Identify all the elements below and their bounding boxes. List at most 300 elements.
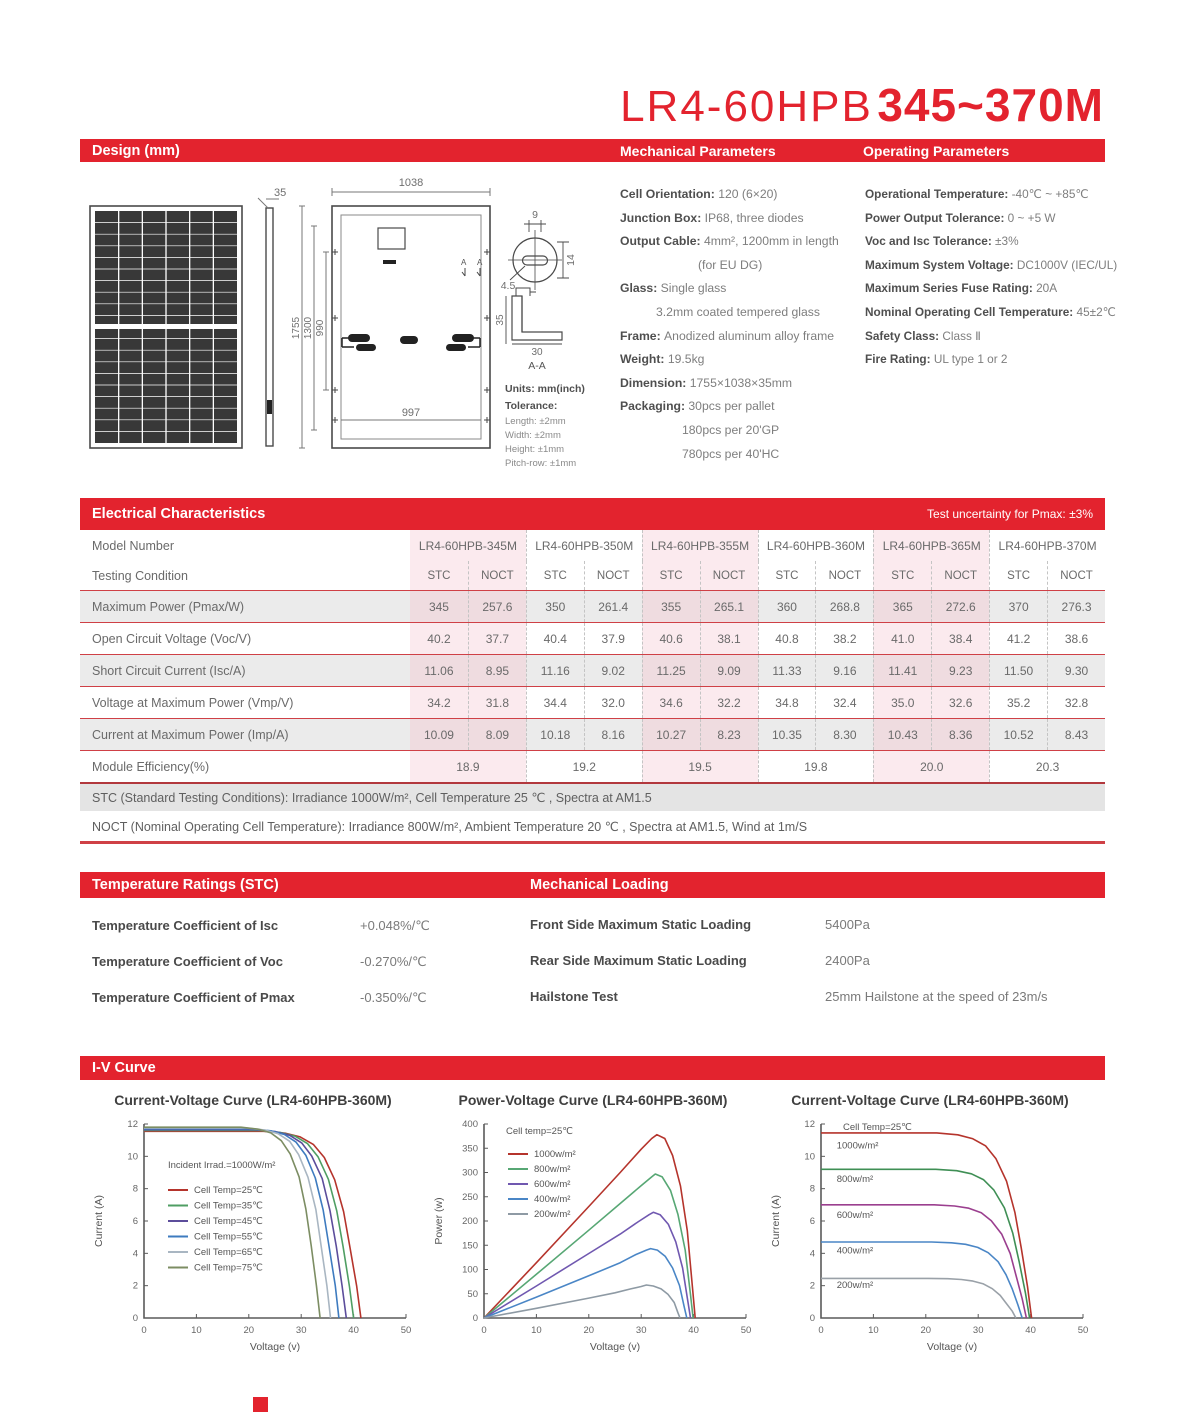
value-cell: 34.8: [758, 687, 816, 718]
spec-value: 2400Pa: [825, 953, 870, 968]
spec-row: [530, 953, 870, 968]
value-cell: 345: [410, 591, 468, 622]
dim-rear-top: 1038: [398, 177, 424, 189]
spec-row: [92, 954, 427, 969]
svg-text:30: 30: [635, 1325, 647, 1336]
value-cell: 32.8: [1047, 687, 1105, 718]
spec-row: [92, 918, 430, 933]
spec-value: 25mm Hailstone at the speed of 23m/s: [825, 989, 1048, 1004]
condition-cell: STC: [758, 561, 816, 590]
value-cell: 257.6: [468, 591, 526, 622]
design-header: Design (mm): [92, 142, 180, 159]
table-row: [80, 655, 1105, 687]
model-name-cell: LR4-60HPB-360M: [758, 530, 874, 561]
value-cell: 11.33: [758, 655, 816, 686]
param-line: [620, 348, 865, 372]
tolerance-length: Length: ±2mm: [505, 416, 566, 427]
value-cell: 8.16: [584, 719, 642, 750]
model-number-label: Model Number: [92, 538, 174, 553]
value-cell: 8.23: [700, 719, 758, 750]
dim-hole-left: 4.5: [500, 280, 516, 292]
param-label: Junction Box:: [620, 210, 705, 225]
param-line: [620, 419, 865, 443]
value-cell: 35.0: [873, 687, 931, 718]
param-label: Maximum System Voltage:: [865, 257, 1017, 272]
param-label: Maximum Series Fuse Rating:: [865, 281, 1037, 296]
svg-text:100: 100: [462, 1264, 478, 1276]
param-label: Dimension:: [620, 375, 690, 390]
svg-text:1000w/m²: 1000w/m²: [534, 1149, 576, 1160]
value-cell: 8.95: [468, 655, 526, 686]
svg-text:4: 4: [132, 1248, 138, 1260]
value-cell: 32.4: [815, 687, 873, 718]
param-label: Safety Class:: [865, 328, 943, 343]
spec-label: Rear Side Maximum Static Loading: [530, 953, 747, 968]
param-line: [620, 254, 865, 278]
svg-text:400w/m²: 400w/m²: [836, 1245, 874, 1257]
svg-text:20: 20: [243, 1325, 255, 1336]
svg-text:Voltage (v): Voltage (v): [926, 1341, 978, 1353]
param-value: 780pcs per 40'HC: [682, 446, 780, 461]
param-label: Nominal Operating Cell Temperature:: [865, 304, 1077, 319]
value-cell: 40.4: [526, 623, 584, 654]
svg-text:40: 40: [348, 1325, 359, 1336]
condition-cell: NOCT: [815, 561, 873, 590]
dim-side-width: 35: [274, 187, 287, 199]
param-value: 4mm², 1200mm in length: [703, 234, 839, 249]
value-cell: 10.52: [989, 719, 1047, 750]
condition-cell: NOCT: [700, 561, 758, 590]
param-label: Weight:: [620, 352, 668, 367]
section-mark-a1: A: [461, 258, 467, 267]
param-line: [865, 183, 1110, 207]
svg-text:20: 20: [583, 1325, 595, 1336]
chart-plot: [765, 1110, 1095, 1360]
value-cell: 11.06: [410, 655, 468, 686]
svg-text:600w/m²: 600w/m²: [836, 1209, 874, 1221]
model-name-cell: LR4-60HPB-370M: [989, 530, 1105, 561]
svg-text:0: 0: [132, 1313, 138, 1324]
iv-irradiance-chart: [765, 1092, 1095, 1360]
condition-cell: NOCT: [584, 561, 642, 590]
pv-irradiance-chart: [428, 1092, 758, 1360]
svg-text:40: 40: [1025, 1325, 1036, 1336]
tolerance-width: Width: ±2mm: [505, 430, 561, 441]
param-value: (for EU DG): [698, 257, 763, 272]
electrical-header: Electrical Characteristics: [92, 506, 266, 522]
section-bar-electrical: [80, 498, 1105, 530]
section-mark-a2: A: [477, 258, 483, 267]
param-label: Voc and Isc Tolerance:: [865, 234, 996, 249]
chart-canvas: [428, 1110, 758, 1355]
chart-canvas: [88, 1110, 418, 1355]
table-row-conditions: [80, 561, 1105, 591]
series-400w/m²: [484, 1249, 687, 1318]
spec-row: [92, 990, 427, 1005]
svg-text:Cell Temp=75℃: Cell Temp=75℃: [194, 1262, 263, 1274]
series-600w/m²: [821, 1205, 1026, 1318]
value-cell: 11.25: [642, 655, 700, 686]
tolerance-height: Height: ±1mm: [505, 444, 565, 455]
param-label: Frame:: [620, 328, 665, 343]
param-label: Operational Temperature:: [865, 187, 1012, 201]
value-cell: 32.6: [931, 687, 989, 718]
param-label: Cell Orientation:: [620, 187, 719, 201]
chart-title: Current-Voltage Curve (LR4-60HPB-360M): [114, 1092, 392, 1108]
mechanical-parameters-list: [620, 183, 865, 466]
svg-text:Voltage (v): Voltage (v): [249, 1341, 301, 1353]
svg-text:8: 8: [132, 1183, 138, 1195]
param-value: Single glass: [660, 281, 727, 296]
svg-text:300: 300: [462, 1167, 478, 1179]
chart-canvas: [765, 1110, 1095, 1355]
svg-text:2: 2: [809, 1280, 815, 1292]
spec-row: [530, 917, 870, 932]
svg-text:0: 0: [472, 1313, 478, 1324]
value-cell: 32.0: [584, 687, 642, 718]
dim-height-outer: 1755: [291, 316, 302, 340]
value-cell: 34.4: [526, 687, 584, 718]
testing-condition-label: Testing Condition: [92, 568, 188, 583]
dim-section-width: 30: [531, 347, 543, 358]
svg-text:20: 20: [920, 1325, 932, 1336]
value-cell: 8.36: [931, 719, 989, 750]
spec-value: -0.350%/℃: [360, 990, 427, 1005]
section-bar-iv-curve: [80, 1056, 1105, 1080]
value-cell: 10.09: [410, 719, 468, 750]
svg-text:200w/m²: 200w/m²: [836, 1280, 874, 1292]
loading-header: Mechanical Loading: [530, 877, 669, 893]
param-value: IP68, three diodes: [704, 210, 804, 225]
svg-text:400: 400: [462, 1119, 478, 1130]
value-cell: 365: [873, 591, 931, 622]
param-value: -40℃ ~ +85℃: [1011, 187, 1089, 201]
tolerance-pitch: Pitch-row: ±1mm: [505, 458, 577, 469]
value-cell: 32.2: [700, 687, 758, 718]
param-line: [620, 372, 865, 396]
row-label: Maximum Power (Pmax/W): [92, 599, 245, 614]
value-cell: 41.0: [873, 623, 931, 654]
spec-value: -0.270%/℃: [360, 954, 427, 969]
param-value: 3.2mm coated tempered glass: [656, 304, 820, 319]
svg-text:250: 250: [462, 1191, 478, 1203]
value-cell: 261.4: [584, 591, 642, 622]
param-line: [865, 348, 1110, 372]
spec-label: Hailstone Test: [530, 989, 618, 1004]
operating-parameters-list: [865, 183, 1118, 372]
section-profile: [506, 288, 562, 344]
dim-hole-right: 14: [565, 254, 577, 266]
table-row: [80, 719, 1105, 751]
param-line: [620, 325, 865, 349]
value-cell: 38.1: [700, 623, 758, 654]
value-cell: 10.27: [642, 719, 700, 750]
svg-text:800w/m²: 800w/m²: [534, 1164, 571, 1175]
table-row-models: [80, 530, 1105, 561]
uncertainty-note: Test uncertainty for Pmax: ±3%: [927, 507, 1093, 521]
param-value: 19.5kg: [667, 352, 705, 367]
efficiency-cell: 20.0: [873, 751, 989, 782]
svg-text:1000w/m²: 1000w/m²: [836, 1140, 879, 1152]
model-name-cell: LR4-60HPB-350M: [526, 530, 642, 561]
svg-text:350: 350: [462, 1143, 478, 1155]
electrical-table: [80, 530, 1105, 844]
svg-text:10: 10: [868, 1325, 879, 1336]
value-cell: 350: [526, 591, 584, 622]
value-cell: 35.2: [989, 687, 1047, 718]
param-line: [620, 443, 865, 467]
svg-text:Cell Temp=65℃: Cell Temp=65℃: [194, 1247, 263, 1258]
design-diagram: [80, 168, 615, 490]
model-name-cell: LR4-60HPB-365M: [873, 530, 989, 561]
svg-text:0: 0: [809, 1313, 815, 1324]
dim-section-height: 35: [495, 314, 506, 326]
value-cell: 38.4: [931, 623, 989, 654]
svg-text:6: 6: [809, 1216, 815, 1227]
spec-value: 5400Pa: [825, 917, 870, 932]
table-row: [80, 591, 1105, 623]
efficiency-cell: 18.9: [410, 751, 526, 782]
value-cell: 38.2: [815, 623, 873, 654]
iv-temperature-chart: [88, 1092, 418, 1360]
svg-text:Cell Temp=45℃: Cell Temp=45℃: [194, 1216, 263, 1227]
value-cell: 11.50: [989, 655, 1047, 686]
value-cell: 272.6: [931, 591, 989, 622]
value-cell: 9.09: [700, 655, 758, 686]
svg-text:Current (A): Current (A): [93, 1195, 105, 1247]
value-cell: 9.16: [815, 655, 873, 686]
param-value: ±3%: [995, 234, 1019, 249]
value-cell: 276.3: [1047, 591, 1105, 622]
param-label: Packaging:: [620, 399, 689, 414]
dim-height-mid: 1300: [303, 316, 314, 340]
svg-text:Power (w): Power (w): [433, 1197, 445, 1245]
condition-cell: STC: [410, 561, 468, 590]
section-caption: A-A: [528, 360, 546, 372]
efficiency-cell: 19.2: [526, 751, 642, 782]
svg-text:Cell Temp=55℃: Cell Temp=55℃: [194, 1231, 263, 1243]
spec-label: Temperature Coefficient of Voc: [92, 954, 283, 969]
value-cell: 40.6: [642, 623, 700, 654]
param-line: [620, 395, 865, 419]
svg-text:600w/m²: 600w/m²: [534, 1179, 571, 1190]
value-cell: 268.8: [815, 591, 873, 622]
param-line: [620, 183, 865, 207]
param-value: 20A: [1036, 281, 1058, 296]
svg-text:40: 40: [688, 1325, 699, 1336]
svg-text:0: 0: [141, 1325, 147, 1336]
model-name-cell: LR4-60HPB-345M: [410, 530, 526, 561]
value-cell: 41.2: [989, 623, 1047, 654]
param-value: Anodized aluminum alloy frame: [664, 328, 835, 343]
value-cell: 34.2: [410, 687, 468, 718]
condition-cell: STC: [989, 561, 1047, 590]
param-label: Output Cable:: [620, 234, 704, 249]
rear-label-mark: [383, 260, 396, 264]
efficiency-cell: 20.3: [989, 751, 1105, 782]
value-cell: 265.1: [700, 591, 758, 622]
param-line: [865, 230, 1110, 254]
svg-text:Cell temp=25℃: Cell temp=25℃: [506, 1126, 573, 1137]
svg-text:10: 10: [191, 1325, 202, 1336]
svg-text:50: 50: [400, 1325, 412, 1336]
svg-text:Current (A): Current (A): [770, 1195, 782, 1247]
svg-text:150: 150: [462, 1240, 478, 1252]
title-power-range: 345~370M: [877, 79, 1104, 131]
chart-plot: [428, 1110, 758, 1360]
value-cell: 34.6: [642, 687, 700, 718]
param-line: [620, 230, 865, 254]
series-600w/m²: [484, 1212, 691, 1318]
efficiency-cell: 19.8: [758, 751, 874, 782]
units-note: Units: mm(inch): [505, 383, 585, 395]
efficiency-label: Module Efficiency(%): [92, 759, 210, 774]
svg-text:400w/m²: 400w/m²: [534, 1194, 571, 1205]
svg-text:200w/m²: 200w/m²: [534, 1209, 571, 1220]
series-800w/m²: [484, 1174, 693, 1318]
chart-title: Power-Voltage Curve (LR4-60HPB-360M): [458, 1092, 728, 1108]
row-label: Current at Maximum Power (Imp/A): [92, 727, 289, 742]
hole-detail: [508, 220, 569, 290]
param-value: 120 (6×20): [718, 187, 778, 201]
series-800w/m²: [821, 1169, 1030, 1318]
svg-text:50: 50: [740, 1325, 752, 1336]
svg-text:Incident Irrad.=1000W/m²: Incident Irrad.=1000W/m²: [168, 1160, 276, 1171]
svg-text:30: 30: [295, 1325, 307, 1336]
mechanical-header: Mechanical Parameters: [620, 142, 776, 159]
value-cell: 8.30: [815, 719, 873, 750]
svg-text:0: 0: [818, 1325, 824, 1336]
junction-box: [378, 228, 405, 249]
param-value: 0 ~ +5 W: [1007, 210, 1056, 225]
stc-note: STC (Standard Testing Conditions): Irradiance 1000W/m², Cell Temperature 25 ℃ , Spectra at AM1.5: [80, 782, 1105, 811]
param-value: 45±2℃: [1076, 304, 1116, 319]
param-line: [865, 325, 1110, 349]
condition-cell: STC: [526, 561, 584, 590]
section-bar-temperature: [80, 872, 1105, 898]
param-line: [620, 207, 865, 231]
svg-text:12: 12: [804, 1119, 815, 1130]
value-cell: 9.30: [1047, 655, 1105, 686]
value-cell: 360: [758, 591, 816, 622]
param-value: 30pcs per pallet: [688, 399, 775, 414]
dim-rear-bottom: 997: [401, 407, 421, 419]
param-line: [865, 301, 1116, 325]
value-cell: 40.2: [410, 623, 468, 654]
spec-label: Temperature Coefficient of Isc: [92, 918, 279, 933]
chart-plot: [88, 1110, 418, 1360]
svg-text:12: 12: [127, 1119, 138, 1130]
param-value: Class Ⅱ: [942, 328, 981, 343]
value-cell: 10.43: [873, 719, 931, 750]
svg-text:50: 50: [467, 1288, 478, 1300]
svg-text:200: 200: [462, 1216, 478, 1227]
value-cell: 9.23: [931, 655, 989, 686]
series-200w/m²: [484, 1285, 680, 1318]
param-value: 180pcs per 20'GP: [682, 422, 780, 437]
condition-cell: NOCT: [468, 561, 526, 590]
value-cell: 8.43: [1047, 719, 1105, 750]
param-label: Fire Rating:: [865, 352, 934, 367]
svg-text:6: 6: [132, 1216, 138, 1227]
title-model: LR4-60HPB: [620, 82, 873, 131]
param-label: Power Output Tolerance:: [865, 210, 1008, 225]
svg-text:4: 4: [809, 1248, 815, 1260]
condition-cell: STC: [642, 561, 700, 590]
section-bar-top: [80, 139, 1105, 162]
svg-text:10: 10: [531, 1325, 542, 1336]
param-line: [865, 277, 1110, 301]
value-cell: 11.16: [526, 655, 584, 686]
value-cell: 37.7: [468, 623, 526, 654]
svg-text:Cell Temp=35℃: Cell Temp=35℃: [194, 1200, 263, 1212]
svg-text:30: 30: [972, 1325, 984, 1336]
value-cell: 31.8: [468, 687, 526, 718]
temperature-header: Temperature Ratings (STC): [92, 877, 279, 893]
value-cell: 9.02: [584, 655, 642, 686]
svg-text:2: 2: [132, 1280, 138, 1292]
model-name-cell: LR4-60HPB-355M: [642, 530, 758, 561]
table-row: [80, 623, 1105, 655]
side-view-clip: [267, 400, 272, 414]
value-cell: 37.9: [584, 623, 642, 654]
condition-cell: STC: [873, 561, 931, 590]
row-label: Short Circuit Current (Isc/A): [92, 663, 246, 678]
value-cell: 10.18: [526, 719, 584, 750]
svg-text:800w/m²: 800w/m²: [836, 1174, 874, 1186]
param-line: [620, 277, 865, 301]
value-cell: 38.6: [1047, 623, 1105, 654]
spec-label: Temperature Coefficient of Pmax: [92, 990, 295, 1005]
value-cell: 355: [642, 591, 700, 622]
value-cell: 40.8: [758, 623, 816, 654]
dim-hole-top: 9: [532, 209, 538, 221]
condition-cell: NOCT: [1047, 561, 1105, 590]
footer-red-square: [253, 1397, 268, 1412]
svg-text:10: 10: [804, 1151, 815, 1163]
spec-row: [530, 989, 1048, 1004]
param-line: [865, 207, 1110, 231]
condition-cell: NOCT: [931, 561, 989, 590]
param-value: DC1000V (IEC/UL): [1016, 257, 1118, 272]
page-title: [620, 78, 1104, 132]
spec-label: Front Side Maximum Static Loading: [530, 917, 752, 932]
svg-text:8: 8: [809, 1183, 815, 1195]
value-cell: 8.09: [468, 719, 526, 750]
noct-note: NOCT (Nominal Operating Cell Temperature): Irradiance 800W/m², Ambient Temperature 20 ℃ , Spectra at AM1.5, Wind at 1m/S: [80, 811, 1105, 844]
svg-text:Voltage (v): Voltage (v): [589, 1341, 641, 1353]
iv-header: I-V Curve: [92, 1060, 156, 1076]
efficiency-cell: 19.5: [642, 751, 758, 782]
param-value: 1755×1038×35mm: [689, 375, 793, 390]
spec-value: +0.048%/℃: [360, 918, 430, 933]
svg-text:10: 10: [127, 1151, 138, 1163]
svg-text:50: 50: [1077, 1325, 1089, 1336]
param-label: Glass:: [620, 281, 661, 296]
table-row-efficiency: [80, 751, 1105, 782]
row-label: Open Circuit Voltage (Voc/V): [92, 631, 252, 646]
row-label: Voltage at Maximum Power (Vmp/V): [92, 695, 294, 710]
tolerance-title: Tolerance:: [505, 400, 558, 412]
operating-header: Operating Parameters: [863, 142, 1010, 159]
param-value: UL type 1 or 2: [933, 352, 1008, 367]
table-row: [80, 687, 1105, 719]
dim-height-inner: 990: [315, 319, 326, 337]
chart-title: Current-Voltage Curve (LR4-60HPB-360M): [791, 1092, 1069, 1108]
value-cell: 11.41: [873, 655, 931, 686]
value-cell: 370: [989, 591, 1047, 622]
param-line: [620, 301, 865, 325]
